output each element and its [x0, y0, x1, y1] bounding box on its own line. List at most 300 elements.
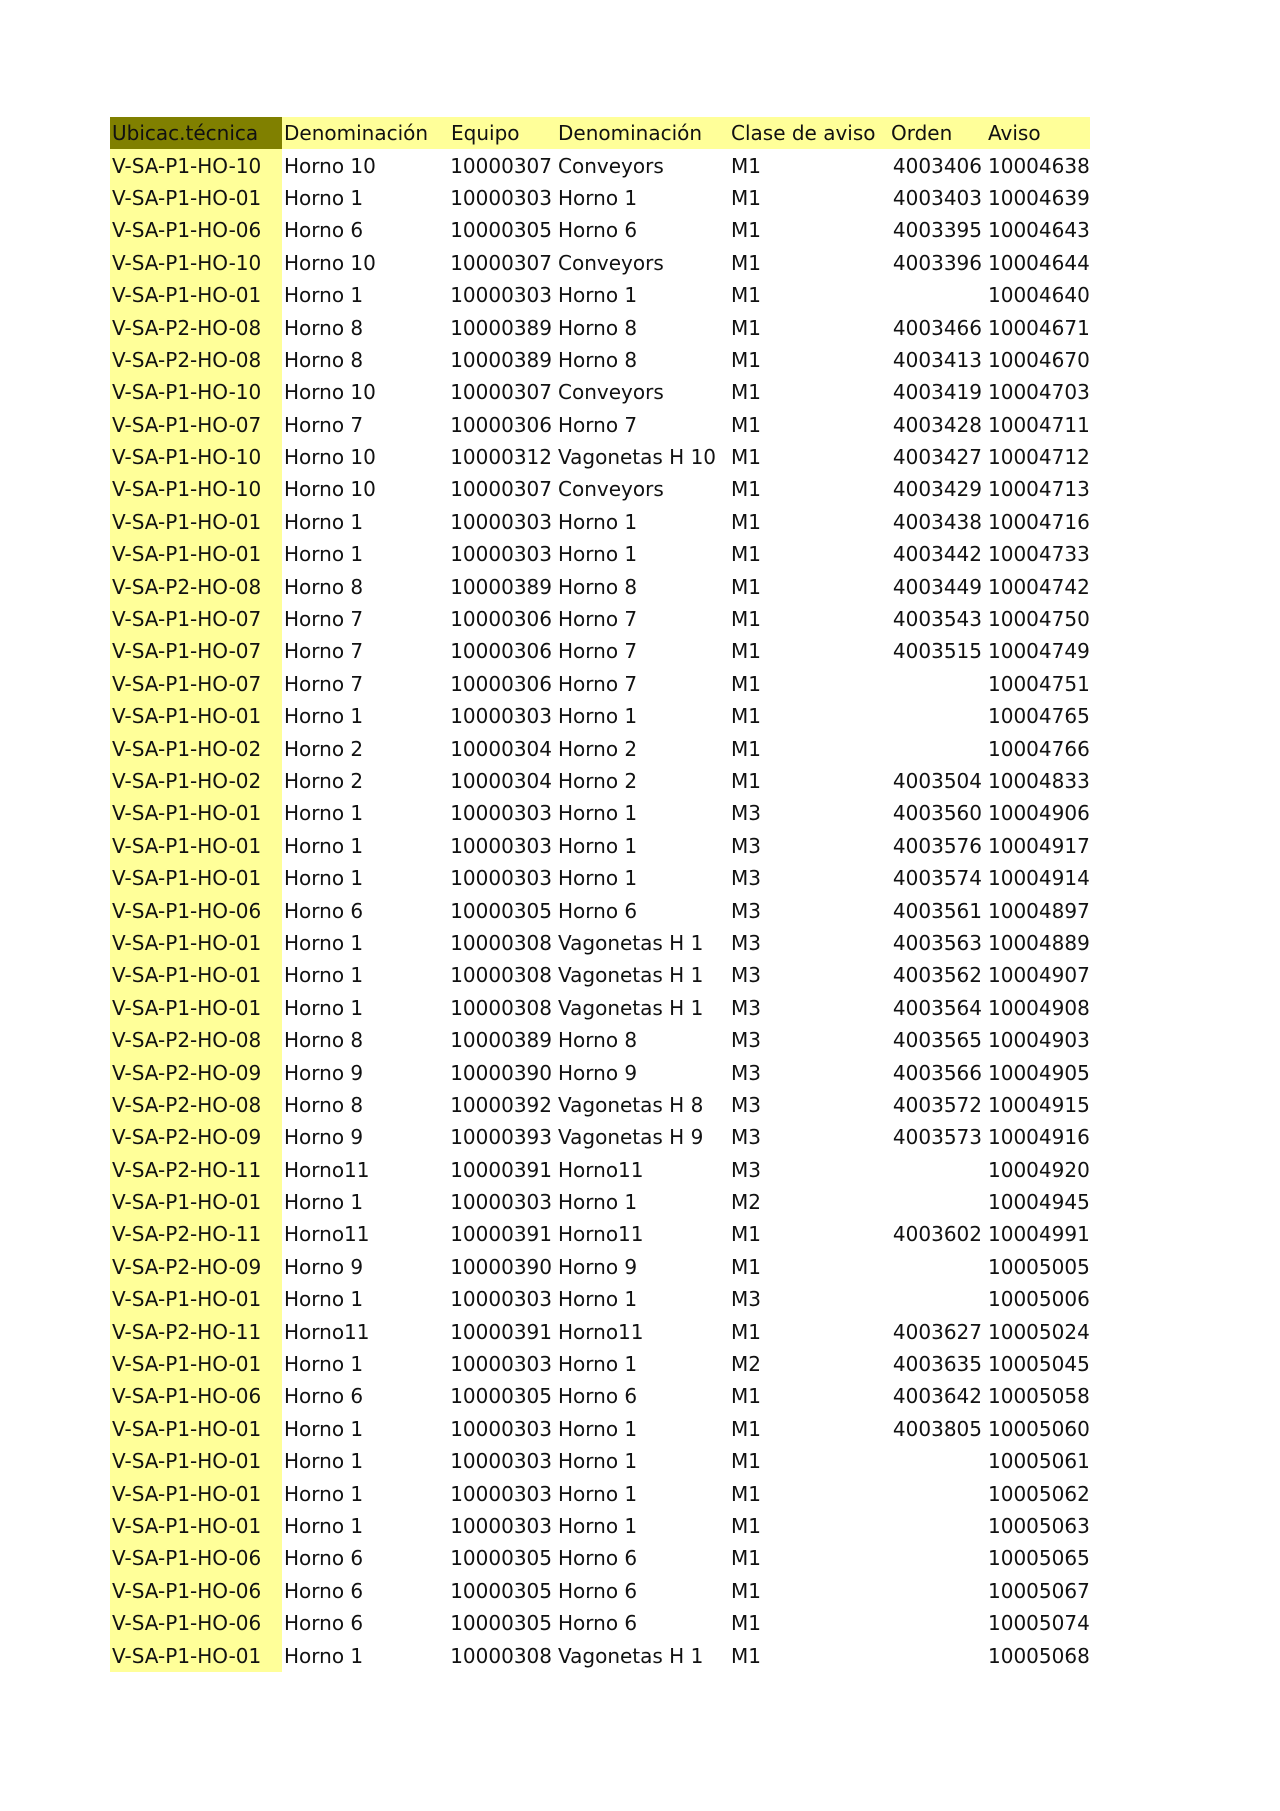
cell-equipo: 10000389 [450, 315, 552, 340]
header-row [110, 117, 1090, 149]
cell-denominacion-equipo: Horno 2 [558, 769, 638, 793]
cell-orden: 4003563 [892, 930, 982, 955]
cell-orden: 4003572 [892, 1092, 982, 1117]
cell-denominacion-equipo: Vagonetas H 9 [558, 1125, 704, 1150]
cell-aviso: 10004733 [988, 542, 1090, 567]
cell-aviso: 10005045 [988, 1352, 1090, 1377]
table-row [110, 1639, 1090, 1671]
table-row [110, 700, 1090, 732]
cell-denominacion-ubicacion: Horno 10 [284, 380, 376, 405]
cell-equipo: 10000303 [450, 866, 552, 891]
cell-denominacion-ubicacion: Horno 10 [284, 153, 376, 178]
cell-orden [889, 1154, 986, 1186]
cell-ubicacion-tecnica: V-SA-P1-HO-07 [110, 635, 282, 667]
cell-denominacion-equipo: Horno 1 [558, 185, 638, 210]
cell-denominacion-equipo: Horno 1 [558, 1190, 638, 1215]
cell-denominacion-equipo: Horno 1 [558, 1481, 638, 1506]
cell-denominacion-equipo: Horno 1 [558, 283, 638, 308]
cell-equipo: 10000308 [450, 930, 552, 955]
cell-aviso: 10005074 [988, 1611, 1090, 1636]
cell-aviso: 10005024 [988, 1319, 1090, 1344]
table-row [110, 1607, 1090, 1639]
cell-denominacion-ubicacion: Horno 2 [284, 736, 364, 761]
cell-clase-de-aviso: M2 [731, 1190, 761, 1215]
cell-equipo: 10000306 [450, 639, 552, 664]
cell-equipo: 10000303 [450, 1513, 552, 1538]
cell-denominacion-equipo: Horno 7 [558, 671, 638, 696]
cell-clase-de-aviso: M1 [731, 185, 761, 210]
cell-denominacion-ubicacion: Horno 10 [284, 250, 376, 275]
table-row [110, 247, 1090, 279]
table-row [110, 473, 1090, 505]
cell-denominacion-equipo: Vagonetas H 1 [558, 995, 704, 1020]
table-row [110, 1477, 1090, 1509]
table-row [110, 862, 1090, 894]
table-row [110, 1510, 1090, 1542]
cell-ubicacion-tecnica: V-SA-P2-HO-09 [110, 1121, 282, 1153]
cell-equipo: 10000391 [450, 1222, 552, 1247]
cell-equipo: 10000307 [450, 380, 552, 405]
cell-ubicacion-tecnica: V-SA-P2-HO-11 [110, 1315, 282, 1347]
cell-orden: 4003442 [892, 542, 982, 567]
cell-ubicacion-tecnica: V-SA-P1-HO-01 [110, 959, 282, 991]
table-row [110, 409, 1090, 441]
cell-denominacion-ubicacion: Horno 9 [284, 1254, 364, 1279]
cell-denominacion-ubicacion: Horno 8 [284, 1028, 364, 1053]
cell-ubicacion-tecnica: V-SA-P1-HO-06 [110, 1542, 282, 1574]
cell-denominacion-ubicacion: Horno 1 [284, 930, 364, 955]
cell-aviso: 10004766 [988, 736, 1090, 761]
cell-denominacion-equipo: Horno 6 [558, 218, 638, 243]
cell-orden [889, 732, 986, 764]
cell-ubicacion-tecnica: V-SA-P1-HO-01 [110, 1445, 282, 1477]
cell-clase-de-aviso: M1 [731, 1449, 761, 1474]
cell-orden [889, 1607, 986, 1639]
cell-clase-de-aviso: M2 [731, 1352, 761, 1377]
table-row [110, 1056, 1090, 1088]
cell-denominacion-ubicacion: Horno 7 [284, 607, 364, 632]
cell-aviso: 10004639 [988, 185, 1090, 210]
cell-aviso: 10005068 [988, 1643, 1090, 1668]
cell-denominacion-ubicacion: Horno 10 [284, 445, 376, 470]
cell-ubicacion-tecnica: V-SA-P1-HO-01 [110, 1413, 282, 1445]
cell-ubicacion-tecnica: V-SA-P1-HO-01 [110, 1283, 282, 1315]
cell-aviso: 10004716 [988, 509, 1090, 534]
cell-ubicacion-tecnica: V-SA-P1-HO-01 [110, 992, 282, 1024]
cell-orden [889, 1283, 986, 1315]
cell-equipo: 10000303 [450, 1190, 552, 1215]
cell-ubicacion-tecnica: V-SA-P1-HO-01 [110, 1477, 282, 1509]
cell-equipo: 10000392 [450, 1092, 552, 1117]
cell-aviso: 10004906 [988, 801, 1090, 826]
cell-aviso: 10004905 [988, 1060, 1090, 1085]
cell-equipo: 10000303 [450, 1449, 552, 1474]
cell-equipo: 10000303 [450, 1481, 552, 1506]
cell-aviso: 10004915 [988, 1092, 1090, 1117]
table-row [110, 1121, 1090, 1153]
cell-orden: 4003574 [892, 866, 982, 891]
table-row [110, 1186, 1090, 1218]
cell-clase-de-aviso: M3 [731, 1092, 761, 1117]
cell-orden: 4003429 [892, 477, 982, 502]
cell-clase-de-aviso: M1 [731, 704, 761, 729]
cell-denominacion-ubicacion: Horno 9 [284, 1060, 364, 1085]
cell-aviso: 10004908 [988, 995, 1090, 1020]
cell-denominacion-ubicacion: Horno 6 [284, 1578, 364, 1603]
table-row [110, 1251, 1090, 1283]
cell-clase-de-aviso: M1 [731, 1546, 761, 1571]
cell-aviso: 10004945 [988, 1190, 1090, 1215]
table-row [110, 149, 1090, 181]
cell-aviso: 10004670 [988, 347, 1090, 372]
table-row [110, 1089, 1090, 1121]
cell-denominacion-equipo: Conveyors [558, 153, 664, 178]
cell-ubicacion-tecnica: V-SA-P1-HO-07 [110, 409, 282, 441]
cell-orden: 4003438 [892, 509, 982, 534]
table-row [110, 894, 1090, 926]
cell-aviso: 10005065 [988, 1546, 1090, 1571]
cell-denominacion-equipo: Horno 9 [558, 1060, 638, 1085]
cell-aviso: 10004711 [988, 412, 1090, 437]
cell-ubicacion-tecnica: V-SA-P1-HO-01 [110, 830, 282, 862]
cell-clase-de-aviso: M1 [731, 671, 761, 696]
cell-denominacion-equipo: Horno 1 [558, 542, 638, 567]
cell-aviso: 10004917 [988, 833, 1090, 858]
cell-clase-de-aviso: M1 [731, 1254, 761, 1279]
cell-orden: 4003413 [892, 347, 982, 372]
table-row [110, 1024, 1090, 1056]
cell-denominacion-ubicacion: Horno11 [284, 1157, 370, 1182]
table-row [110, 927, 1090, 959]
cell-equipo: 10000307 [450, 153, 552, 178]
cell-aviso: 10004640 [988, 283, 1090, 308]
cell-equipo: 10000305 [450, 1578, 552, 1603]
cell-equipo: 10000391 [450, 1319, 552, 1344]
cell-denominacion-equipo: Horno 1 [558, 1449, 638, 1474]
table-row [110, 959, 1090, 991]
cell-ubicacion-tecnica: V-SA-P1-HO-07 [110, 668, 282, 700]
cell-ubicacion-tecnica: V-SA-P2-HO-09 [110, 1251, 282, 1283]
cell-equipo: 10000306 [450, 607, 552, 632]
cell-denominacion-ubicacion: Horno 6 [284, 1384, 364, 1409]
cell-aviso: 10004916 [988, 1125, 1090, 1150]
cell-equipo: 10000391 [450, 1157, 552, 1182]
cell-ubicacion-tecnica: V-SA-P2-HO-08 [110, 1089, 282, 1121]
cell-denominacion-equipo: Horno 6 [558, 1578, 638, 1603]
cell-denominacion-equipo: Horno 1 [558, 1287, 638, 1312]
cell-aviso: 10004750 [988, 607, 1090, 632]
cell-equipo: 10000303 [450, 833, 552, 858]
cell-aviso: 10005006 [988, 1287, 1090, 1312]
cell-denominacion-ubicacion: Horno 1 [284, 1416, 364, 1441]
cell-clase-de-aviso: M1 [731, 607, 761, 632]
table-row [110, 1154, 1090, 1186]
cell-denominacion-ubicacion: Horno 1 [284, 1449, 364, 1474]
cell-denominacion-equipo: Horno 1 [558, 1352, 638, 1377]
cell-equipo: 10000389 [450, 347, 552, 372]
cell-clase-de-aviso: M1 [731, 736, 761, 761]
cell-equipo: 10000308 [450, 995, 552, 1020]
cell-aviso: 10004671 [988, 315, 1090, 340]
cell-ubicacion-tecnica: V-SA-P2-HO-08 [110, 311, 282, 343]
cell-ubicacion-tecnica: V-SA-P2-HO-09 [110, 1056, 282, 1088]
cell-ubicacion-tecnica: V-SA-P1-HO-10 [110, 473, 282, 505]
cell-ubicacion-tecnica: V-SA-P1-HO-10 [110, 376, 282, 408]
cell-ubicacion-tecnica: V-SA-P1-HO-06 [110, 1575, 282, 1607]
cell-equipo: 10000308 [450, 963, 552, 988]
cell-aviso: 10005063 [988, 1513, 1090, 1538]
cell-ubicacion-tecnica: V-SA-P1-HO-01 [110, 279, 282, 311]
cell-clase-de-aviso: M1 [731, 1611, 761, 1636]
cell-clase-de-aviso: M1 [731, 412, 761, 437]
cell-clase-de-aviso: M1 [731, 1384, 761, 1409]
cell-denominacion-equipo: Vagonetas H 1 [558, 1643, 704, 1668]
cell-ubicacion-tecnica: V-SA-P1-HO-01 [110, 862, 282, 894]
cell-denominacion-equipo: Horno 1 [558, 509, 638, 534]
cell-clase-de-aviso: M1 [731, 347, 761, 372]
cell-ubicacion-tecnica: V-SA-P1-HO-01 [110, 506, 282, 538]
cell-equipo: 10000307 [450, 250, 552, 275]
cell-aviso: 10004742 [988, 574, 1090, 599]
header-aviso: Aviso [986, 117, 1090, 149]
cell-denominacion-equipo: Horno 1 [558, 833, 638, 858]
cell-aviso: 10004907 [988, 963, 1090, 988]
cell-orden [889, 1639, 986, 1671]
header-clase-de-aviso: Clase de aviso [729, 117, 889, 149]
table-row [110, 765, 1090, 797]
cell-ubicacion-tecnica: V-SA-P1-HO-06 [110, 1607, 282, 1639]
cell-ubicacion-tecnica: V-SA-P1-HO-10 [110, 149, 282, 181]
table-row [110, 1445, 1090, 1477]
cell-orden: 4003576 [892, 833, 982, 858]
table-body [110, 149, 1090, 1671]
cell-clase-de-aviso: M1 [731, 1222, 761, 1247]
cell-aviso: 10004643 [988, 218, 1090, 243]
cell-orden: 4003565 [892, 1028, 982, 1053]
header-denominacion-ubicacion: Denominación [282, 117, 449, 149]
cell-equipo: 10000389 [450, 574, 552, 599]
cell-orden: 4003406 [892, 153, 982, 178]
cell-clase-de-aviso: M3 [731, 930, 761, 955]
table-row [110, 603, 1090, 635]
cell-denominacion-equipo: Vagonetas H 8 [558, 1092, 704, 1117]
cell-denominacion-ubicacion: Horno 8 [284, 347, 364, 372]
cell-equipo: 10000303 [450, 185, 552, 210]
cell-ubicacion-tecnica: V-SA-P1-HO-02 [110, 765, 282, 797]
cell-clase-de-aviso: M3 [731, 1157, 761, 1182]
cell-denominacion-equipo: Horno 1 [558, 866, 638, 891]
cell-clase-de-aviso: M1 [731, 542, 761, 567]
cell-orden [889, 1186, 986, 1218]
cell-equipo: 10000303 [450, 801, 552, 826]
cell-equipo: 10000305 [450, 1384, 552, 1409]
table-row [110, 1542, 1090, 1574]
cell-denominacion-ubicacion: Horno 1 [284, 1481, 364, 1506]
cell-denominacion-equipo: Horno11 [558, 1157, 644, 1182]
cell-ubicacion-tecnica: V-SA-P1-HO-01 [110, 538, 282, 570]
cell-aviso: 10004638 [988, 153, 1090, 178]
table-row [110, 668, 1090, 700]
table-row [110, 182, 1090, 214]
cell-ubicacion-tecnica: V-SA-P2-HO-11 [110, 1154, 282, 1186]
cell-denominacion-equipo: Horno 6 [558, 1611, 638, 1636]
cell-ubicacion-tecnica: V-SA-P2-HO-11 [110, 1218, 282, 1250]
cell-denominacion-ubicacion: Horno 1 [284, 1352, 364, 1377]
table-row [110, 797, 1090, 829]
cell-denominacion-ubicacion: Horno 7 [284, 671, 364, 696]
header-denominacion-equipo: Denominación [556, 117, 729, 149]
cell-aviso: 10004713 [988, 477, 1090, 502]
cell-clase-de-aviso: M1 [731, 639, 761, 664]
cell-ubicacion-tecnica: V-SA-P1-HO-01 [110, 1348, 282, 1380]
cell-aviso: 10004991 [988, 1222, 1090, 1247]
cell-clase-de-aviso: M3 [731, 866, 761, 891]
cell-ubicacion-tecnica: V-SA-P1-HO-06 [110, 214, 282, 246]
cell-clase-de-aviso: M3 [731, 1028, 761, 1053]
cell-denominacion-ubicacion: Horno 7 [284, 412, 364, 437]
cell-equipo: 10000306 [450, 671, 552, 696]
cell-clase-de-aviso: M1 [731, 153, 761, 178]
cell-aviso: 10005062 [988, 1481, 1090, 1506]
cell-aviso: 10004712 [988, 445, 1090, 470]
cell-equipo: 10000305 [450, 898, 552, 923]
cell-aviso: 10004903 [988, 1028, 1090, 1053]
table-row [110, 1380, 1090, 1412]
cell-clase-de-aviso: M1 [731, 769, 761, 793]
cell-equipo: 10000303 [450, 1416, 552, 1441]
cell-aviso: 10005067 [988, 1578, 1090, 1603]
table-row [110, 376, 1090, 408]
cell-orden [889, 279, 986, 311]
cell-denominacion-equipo: Horno 7 [558, 607, 638, 632]
cell-denominacion-ubicacion: Horno 2 [284, 769, 364, 793]
header-equipo: Equipo [449, 117, 556, 149]
cell-orden [889, 1575, 986, 1607]
table-row [110, 635, 1090, 667]
notifications-table [110, 117, 1090, 1672]
cell-denominacion-equipo: Vagonetas H 1 [558, 963, 704, 988]
cell-clase-de-aviso: M1 [731, 250, 761, 275]
table-row [110, 1315, 1090, 1347]
cell-denominacion-ubicacion: Horno11 [284, 1319, 370, 1344]
cell-denominacion-equipo: Horno 7 [558, 639, 638, 664]
cell-denominacion-ubicacion: Horno 8 [284, 1092, 364, 1117]
cell-clase-de-aviso: M1 [731, 315, 761, 340]
cell-orden: 4003515 [892, 639, 982, 664]
cell-denominacion-ubicacion: Horno 7 [284, 639, 364, 664]
table-row [110, 279, 1090, 311]
cell-denominacion-equipo: Horno 1 [558, 1416, 638, 1441]
cell-denominacion-ubicacion: Horno 8 [284, 315, 364, 340]
cell-clase-de-aviso: M3 [731, 995, 761, 1020]
cell-denominacion-equipo: Horno 8 [558, 1028, 638, 1053]
cell-aviso: 10004897 [988, 898, 1090, 923]
cell-orden: 4003543 [892, 607, 982, 632]
table-row [110, 732, 1090, 764]
cell-clase-de-aviso: M1 [731, 380, 761, 405]
cell-orden: 4003428 [892, 412, 982, 437]
cell-equipo: 10000305 [450, 1611, 552, 1636]
cell-ubicacion-tecnica: V-SA-P1-HO-01 [110, 182, 282, 214]
cell-denominacion-ubicacion: Horno 1 [284, 509, 364, 534]
cell-denominacion-equipo: Horno 1 [558, 1513, 638, 1538]
cell-denominacion-ubicacion: Horno 9 [284, 1125, 364, 1150]
cell-clase-de-aviso: M1 [731, 1643, 761, 1668]
cell-denominacion-equipo: Horno 9 [558, 1254, 638, 1279]
cell-ubicacion-tecnica: V-SA-P1-HO-10 [110, 247, 282, 279]
cell-orden: 4003396 [892, 250, 982, 275]
cell-denominacion-ubicacion: Horno 6 [284, 1546, 364, 1571]
cell-clase-de-aviso: M3 [731, 963, 761, 988]
cell-clase-de-aviso: M3 [731, 1060, 761, 1085]
cell-orden: 4003573 [892, 1125, 982, 1150]
cell-denominacion-equipo: Horno 6 [558, 898, 638, 923]
cell-denominacion-equipo: Vagonetas H 10 [558, 445, 717, 470]
cell-orden: 4003419 [892, 380, 982, 405]
cell-denominacion-ubicacion: Horno 10 [284, 477, 376, 502]
cell-denominacion-ubicacion: Horno 1 [284, 833, 364, 858]
cell-orden: 4003562 [892, 963, 982, 988]
cell-aviso: 10004914 [988, 866, 1090, 891]
cell-clase-de-aviso: M1 [731, 218, 761, 243]
cell-aviso: 10005058 [988, 1384, 1090, 1409]
cell-orden: 4003566 [892, 1060, 982, 1085]
cell-denominacion-equipo: Horno 1 [558, 704, 638, 729]
table-row [110, 570, 1090, 602]
cell-orden: 4003466 [892, 315, 982, 340]
cell-denominacion-ubicacion: Horno 1 [284, 801, 364, 826]
cell-denominacion-ubicacion: Horno11 [284, 1222, 370, 1247]
cell-equipo: 10000304 [450, 769, 552, 793]
cell-clase-de-aviso: M1 [731, 1481, 761, 1506]
cell-ubicacion-tecnica: V-SA-P1-HO-06 [110, 1380, 282, 1412]
cell-denominacion-equipo: Horno11 [558, 1222, 644, 1247]
cell-orden: 4003560 [892, 801, 982, 826]
cell-denominacion-ubicacion: Horno 6 [284, 218, 364, 243]
cell-clase-de-aviso: M1 [731, 1513, 761, 1538]
cell-ubicacion-tecnica: V-SA-P2-HO-08 [110, 570, 282, 602]
cell-equipo: 10000303 [450, 542, 552, 567]
cell-ubicacion-tecnica: V-SA-P1-HO-01 [110, 1186, 282, 1218]
cell-aviso: 10004703 [988, 380, 1090, 405]
cell-orden: 4003627 [892, 1319, 982, 1344]
cell-orden [889, 1445, 986, 1477]
cell-ubicacion-tecnica: V-SA-P1-HO-01 [110, 1510, 282, 1542]
cell-denominacion-equipo: Horno 1 [558, 801, 638, 826]
cell-aviso: 10005061 [988, 1449, 1090, 1474]
cell-orden [889, 668, 986, 700]
cell-denominacion-ubicacion: Horno 6 [284, 898, 364, 923]
cell-clase-de-aviso: M1 [731, 574, 761, 599]
cell-denominacion-ubicacion: Horno 1 [284, 542, 364, 567]
cell-denominacion-equipo: Horno11 [558, 1319, 644, 1344]
cell-clase-de-aviso: M1 [731, 1319, 761, 1344]
cell-denominacion-equipo: Conveyors [558, 380, 664, 405]
cell-orden: 4003427 [892, 445, 982, 470]
table-row [110, 1575, 1090, 1607]
cell-equipo: 10000305 [450, 1546, 552, 1571]
cell-equipo: 10000393 [450, 1125, 552, 1150]
cell-denominacion-ubicacion: Horno 1 [284, 704, 364, 729]
cell-clase-de-aviso: M1 [731, 509, 761, 534]
cell-orden: 4003561 [892, 898, 982, 923]
header-ubicacion-tecnica: Ubicac.técnica [110, 117, 282, 149]
cell-clase-de-aviso: M3 [731, 1287, 761, 1312]
cell-orden: 4003805 [892, 1416, 982, 1441]
table-row [110, 1348, 1090, 1380]
cell-equipo: 10000303 [450, 704, 552, 729]
cell-denominacion-equipo: Horno 8 [558, 315, 638, 340]
